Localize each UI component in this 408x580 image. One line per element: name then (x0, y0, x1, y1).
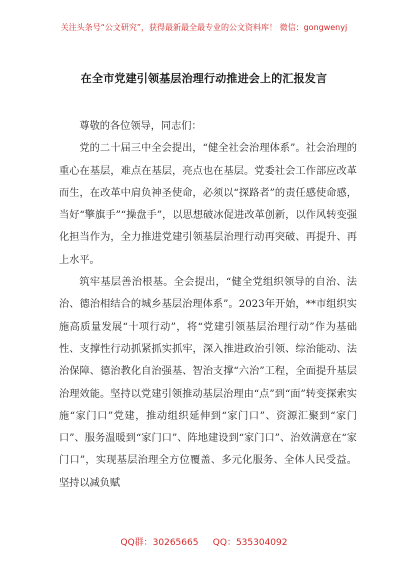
paragraph: 筑牢基层善治根基。全会提出，“健全党组织领导的自治、法治、德治相结合的城乡基层治理体系”。2023年开始，**市组织实施高质量发展“十项行动”，将“党建引领基层治理行动”作为基础性、支撑性行动抓紧抓实抓牢，深入推进政治引领、综治能动、法治保障、德治教化自治强基、智治支撑“六治”工程，全面提升基层治理效能。坚持以党建引领推动基层治理由“点”到“面”转变探索实施“家门口”党建，推动组织延伸到“家门口”、资源汇聚到“家门口”、服务温暖到“家门口”、阵地建设到“家门口”、治效满意在“家门口”，实现基层治理全方位覆盖、多元化服务、全体人民受益。坚持以减负赋 (59, 277, 357, 489)
contact-footer (0, 535, 408, 548)
document-body (59, 116, 357, 495)
qq-group-label: QQ群： (120, 538, 153, 548)
promo-banner: 关注头条号“公文研究”，获得最新最全最专业的公文资料库！ 微信：gongwenyj (60, 23, 348, 32)
qq-group-number: 30265665 (152, 538, 199, 548)
paragraph: 党的二十届三中全会提出，“健全社会治理体系”。社会治理的重心在基层，难点在基层，亮点也在基层。党委社会工作部应改革而生，在改革中肩负神圣使命，必须以“探路者”的责任感使命感，当好“擎旗手”“操盘手”，以思想破冰促进改革创新，以作风转变强化担当作为，全力推进党建引领基层治理行动再突破、再提升、再上水平。 (59, 143, 357, 266)
qq-label: QQ： (212, 538, 236, 548)
salutation: 尊敬的各位领导，同志们： (79, 121, 202, 132)
document-title: 在全市党建引领基层治理行动推进会上的汇报发言 (80, 72, 328, 85)
qq-number: 535304092 (235, 538, 288, 548)
